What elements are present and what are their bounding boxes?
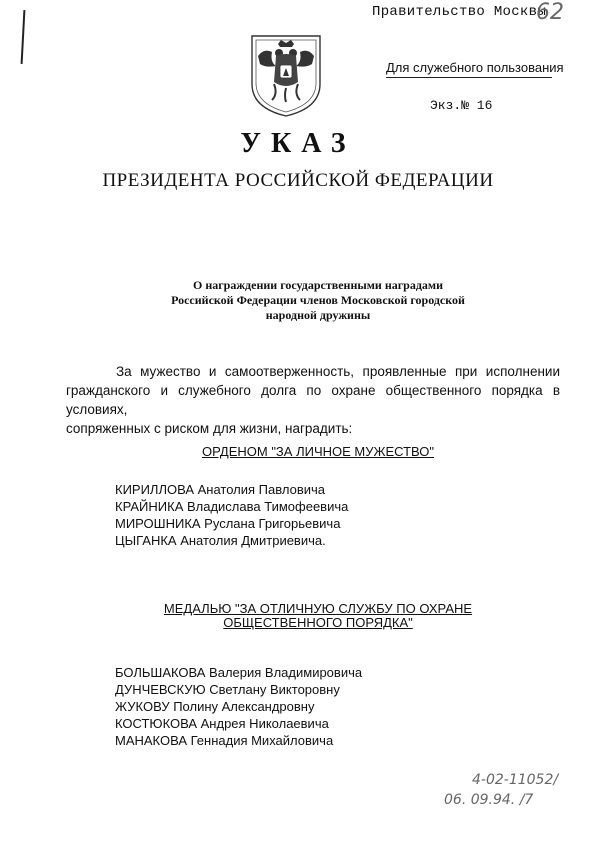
recipient-name: ЦЫГАНКА Анатолия Дмитриевича.: [115, 533, 326, 548]
recipient-name: МАНАКОВА Геннадия Михайловича: [115, 733, 334, 748]
recipient-name: КРАЙНИКА Владислава Тимофеевича: [115, 499, 349, 514]
recipient-list: [115, 481, 348, 549]
document-title: УКАЗ: [240, 128, 356, 159]
award-title-line: МЕДАЛЬЮ "ЗА ОТЛИЧНУЮ СЛУЖБУ ПО ОХРАНЕ: [163, 601, 473, 616]
margin-pen-stroke: [21, 10, 26, 64]
recipient-name: ДУНЧЕВСКУЮ Светлану Викторовну: [115, 682, 340, 697]
subject-line: народной дружины: [265, 308, 371, 322]
handwritten-page-number: 62: [536, 0, 564, 25]
copy-number: Экз.№ 16: [430, 98, 493, 113]
award-title-line: ОРДЕНОМ "ЗА ЛИЧНОЕ МУЖЕСТВО": [201, 444, 435, 459]
restriction-label: Для служебного пользования: [386, 60, 564, 75]
recipient-name: БОЛЬШАКОВА Валерия Владимировича: [115, 665, 363, 680]
subject-line: Российской Федерации членов Московской городской: [171, 293, 465, 307]
preamble-text: За мужество и самоотверженность, проявленные при исполнении гражданского и служебного долга по охране общественного порядка в условиях,: [66, 364, 560, 417]
handwritten-registration-number: 4-02-11052/: [472, 772, 559, 788]
award-heading: [0, 602, 596, 630]
recipient-name: КИРИЛЛОВА Анатолия Павловича: [115, 482, 325, 497]
document-issuer: ПРЕЗИДЕНТА РОССИЙСКОЙ ФЕДЕРАЦИИ: [102, 170, 494, 191]
recipient-name: КОСТЮКОВА Андрея Николаевича: [115, 716, 329, 731]
recipient-name: МИРОШНИКА Руслана Григорьевича: [115, 516, 341, 531]
document-subject: [0, 278, 596, 323]
russian-coat-of-arms-icon: [248, 32, 324, 118]
preamble-text: сопряженных с риском для жизни, наградить:: [66, 421, 353, 436]
organization-stamp: Правительство Москвы: [372, 4, 547, 20]
subject-line: О награждении государственными наградами: [192, 278, 444, 292]
award-heading: [0, 445, 596, 459]
recipient-name: ЖУКОВУ Полину Александровну: [115, 699, 315, 714]
restriction-underline: [386, 77, 552, 78]
award-title-line: ОБЩЕСТВЕННОГО ПОРЯДКА": [223, 615, 413, 630]
recipient-list: [115, 664, 362, 749]
handwritten-registration-date: 06. 09.94. /7: [444, 792, 534, 808]
preamble-paragraph: [66, 362, 560, 438]
